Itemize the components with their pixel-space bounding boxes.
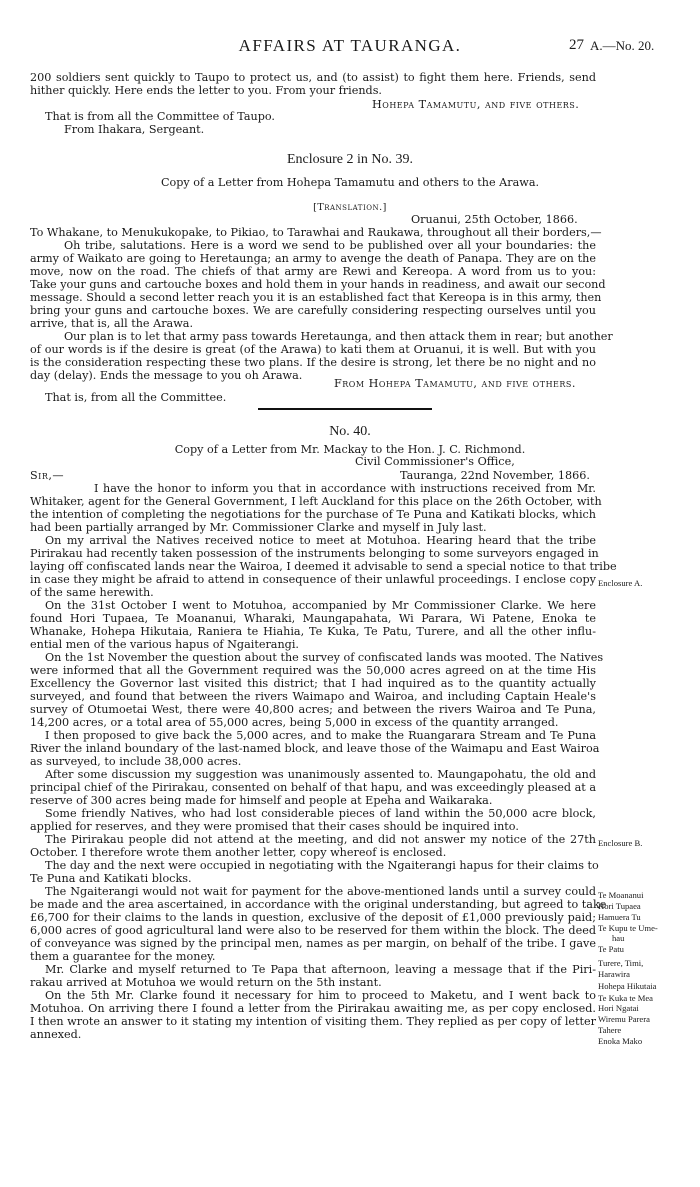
text-line: bring your guns and cartouche boxes. We are carefully considering respecting ourselves until you — [30, 304, 596, 317]
text-line: hither quickly. Here ends the letter to you. From your friends. — [30, 84, 382, 97]
text-line: of the same herewith. — [30, 586, 154, 599]
from-line: From Ihakara, Sergeant. — [64, 123, 205, 136]
text-line: surveyed, and found that between the rivers Waimapo and Wairoa, and including Captain Heale's — [30, 690, 596, 703]
text-line: were informed that all the Government required was the 50,000 acres agreed on at the time His — [30, 664, 596, 677]
text-line: laying off confiscated lands near the Wairoa, I deemed it advisable to send a special notice to that tribe — [30, 560, 617, 573]
text-line: 6,000 acres of good agricultural land were also to be reserved for them within the block. The deed — [30, 924, 596, 937]
text-line: as surveyed, to include 38,000 acres. — [30, 755, 242, 768]
text-line: Te Puna and Katikati blocks. — [30, 872, 192, 885]
margin-name: Tahere — [598, 1025, 622, 1035]
text-line: Mr. Clarke and myself returned to Te Papa that afternoon, leaving a message that if the Piri- — [45, 963, 596, 976]
text-line: The Pirirakau people did not attend at the meeting, and did not answer my notice of the 27th — [45, 833, 596, 846]
text-line: Excellency the Governor last visited this district; that I had inquired as to the quantity actually — [30, 677, 596, 690]
margin-name: Turere, Timi, — [598, 958, 644, 968]
text-line: Some friendly Natives, who had lost considerable pieces of land within the 50,000 acre block, — [45, 807, 596, 820]
text-line: the intention of completing the negotiations for the purchase of Te Puna and Katikati blocks, which — [30, 508, 596, 521]
text-line: The day and the next were occupied in negotiating with the Ngaiterangi hapus for their claims to — [45, 859, 599, 872]
margin-name: Harawira — [598, 969, 630, 979]
text-line: rakau arrived at Motuhoa we would return on the 5th instant. — [30, 976, 382, 989]
text-line: I then wrote an answer to it stating my intention of visiting them. They replied as per copy of letter — [30, 1015, 596, 1028]
letter-date: Tauranga, 22nd November, 1866. — [400, 469, 590, 482]
text-line: had been partially arranged by Mr. Commissioner Clarke and myself in July last. — [30, 521, 487, 534]
text-line: of conveyance was signed by the principal men, names as per margin, on behalf of the tribe. I gave — [30, 937, 596, 950]
text-line: River the inland boundary of the last-named block, and leave those of the Waimapu and East Wairoa — [30, 742, 600, 755]
margin-name: Enoka Mako — [598, 1036, 643, 1046]
text-line: arrive, that is, all the Arawa. — [30, 317, 194, 330]
margin-note-enclosure-a: Enclosure A. — [598, 578, 643, 588]
margin-name: Te Kupu te Ume- — [598, 923, 658, 933]
committee-line: That is, from all the Committee. — [45, 391, 227, 404]
text-line: To Whakane, to Menukukopake, to Pikiao, to Tarawhai and Raukawa, throughout all their borders,— — [30, 226, 602, 239]
text-line: Pirirakau had recently taken possession of the instruments belonging to some surveyors engaged in — [30, 547, 599, 560]
text-line: be made and the area ascertained, in accordance with the original understanding, but agreed to take — [30, 898, 607, 911]
section-divider — [258, 408, 432, 410]
margin-name: Te Moananui — [598, 890, 644, 900]
margin-name: Hohepa Hikutaia — [598, 981, 657, 991]
letter-date: Oruanui, 25th October, 1866. — [411, 213, 578, 226]
margin-name: Wiremu Parera — [598, 1014, 650, 1024]
text-line: On the 5th Mr. Clarke found it necessary for him to proceed to Maketu, and I went back to — [45, 989, 596, 1002]
office-line: Civil Commissioner's Office, — [355, 455, 515, 468]
text-line: survey of Otumoetai West, there were 40,800 acres; and between the rivers Wairoa and Te Puna, — [30, 703, 596, 716]
salutation: Sir,— — [30, 469, 65, 482]
text-line: Our plan is to let that army pass towards Heretaunga, and then attack them in rear; but another — [64, 330, 613, 343]
translation-label: [Translation.] — [313, 202, 387, 213]
text-line: Motuhoa. On arriving there I found a letter from the Pirirakau awaiting me, as per copy enclosed. — [30, 1002, 596, 1015]
text-line: day (delay). Ends the message to you oh Arawa. — [30, 369, 303, 382]
text-line: On the 31st October I went to Motuhoa, accompanied by Mr Commissioner Clarke. We here — [45, 599, 596, 612]
text-line: On the 1st November the question about the survey of confiscated lands was mooted. The Natives — [45, 651, 604, 664]
text-line: On my arrival the Natives received notice to meet at Motuhoa. Hearing heard that the tribe — [45, 534, 596, 547]
text-line: After some discussion my suggestion was unanimously assented to. Maungapohatu, the old and — [45, 768, 596, 781]
margin-name: Hamuera Tu — [598, 912, 641, 922]
text-line: ential men of the various hapus of Ngaiterangi. — [30, 638, 299, 651]
page-number: 27 — [569, 37, 584, 53]
committee-line: That is from all the Committee of Taupo. — [45, 110, 275, 123]
text-line: I then proposed to give back the 5,000 acres, and to make the Ruangarara Stream and Te Puna — [45, 729, 596, 742]
text-line: annexed. — [30, 1028, 82, 1041]
text-line: message. Should a second letter reach you it is an established fact that Kereopa is in this army, then — [30, 291, 602, 304]
margin-name: Te Patu — [598, 944, 624, 954]
margin-note-enclosure-b: Enclosure B. — [598, 838, 643, 848]
text-line: reserve of 300 acres being made for himself and people at Epeha and Waikaraka. — [30, 794, 493, 807]
text-line: £6,700 for their claims to the lands in question, exclusive of the deposit of £1,000 previously paid; — [30, 911, 596, 924]
text-line: Take your guns and cartouche boxes and hold them in your hands in readiness, and await our second — [30, 278, 606, 291]
section-subtitle: Copy of a Letter from Mr. Mackay to the Hon. J. C. Richmond. — [174, 443, 526, 456]
text-line: them a guarantee for the money. — [30, 950, 216, 963]
text-line: army of Waikato are going to Heretaunga; an army to avenge the death of Panapa. They are on the — [30, 252, 596, 265]
text-line: 14,200 acres, or a total area of 55,000 acres, being 5,000 in excess of the quantity arranged. — [30, 716, 559, 729]
text-line: principal chief of the Pirirakau, consented on behalf of that hapu, and was exceedingly pleased at a — [30, 781, 596, 794]
text-line: October. I therefore wrote them another letter, copy whereof is enclosed. — [30, 846, 447, 859]
text-line: Oh tribe, salutations. Here is a word we send to be published over all your boundaries: the — [64, 239, 596, 252]
section-heading: No. 40. — [329, 424, 371, 439]
margin-name: Hori Ngatai — [598, 1003, 639, 1013]
text-line: in case they might be afraid to attend in consequence of their unlawful proceedings. I enclose copy — [30, 573, 596, 586]
text-line: I have the honor to inform you that in accordance with instructions received from Mr. — [94, 482, 596, 495]
section-subtitle: Copy of a Letter from Hohepa Tamamutu and others to the Arawa. — [160, 176, 540, 189]
text-line: Whitaker, agent for the General Government, I left Auckland for this place on the 26th October, with — [30, 495, 602, 508]
text-line: Whanake, Hohepa Hikutaia, Raniera te Hiahia, Te Kuka, Te Patu, Turere, and all the other influ- — [30, 625, 596, 638]
text-line: applied for reserves, and they were promised that their cases should be inquired into. — [30, 820, 519, 833]
signature: Hohepa Tamamutu, and five others. — [372, 98, 580, 111]
text-line: move, now on the road. The chiefs of that army are Rewi and Kereopa. A word from us to you: — [30, 265, 596, 278]
text-line: of our words is if the desire is great (of the Arawa) to kati them at Oruanui, it is well. But with you — [30, 343, 596, 356]
text-line: 200 soldiers sent quickly to Taupo to protect us, and (to assist) to fight them here. Friends, send — [30, 71, 596, 84]
section-heading: Enclosure 2 in No. 39. — [287, 152, 413, 167]
margin-name: Hori Tupaea — [598, 901, 641, 911]
signature: From Hohepa Tamamutu, and five others. — [334, 377, 576, 390]
paper-number: A.—No. 20. — [590, 38, 655, 53]
margin-name: Te Kuka te Mea — [598, 993, 653, 1003]
margin-name: hau — [612, 933, 625, 943]
text-line: found Hori Tupaea, Te Moananui, Wharaki, Maungapahata, Wi Parara, Wi Patene, Enoka te — [30, 612, 596, 625]
text-line: is the consideration respecting these two plans. If the desire is strong, let there be no night and no — [30, 356, 596, 369]
text-line: The Ngaiterangi would not wait for payment for the above-mentioned lands until a survey could — [45, 885, 596, 898]
page-title: AFFAIRS AT TAURANGA. — [238, 36, 462, 55]
